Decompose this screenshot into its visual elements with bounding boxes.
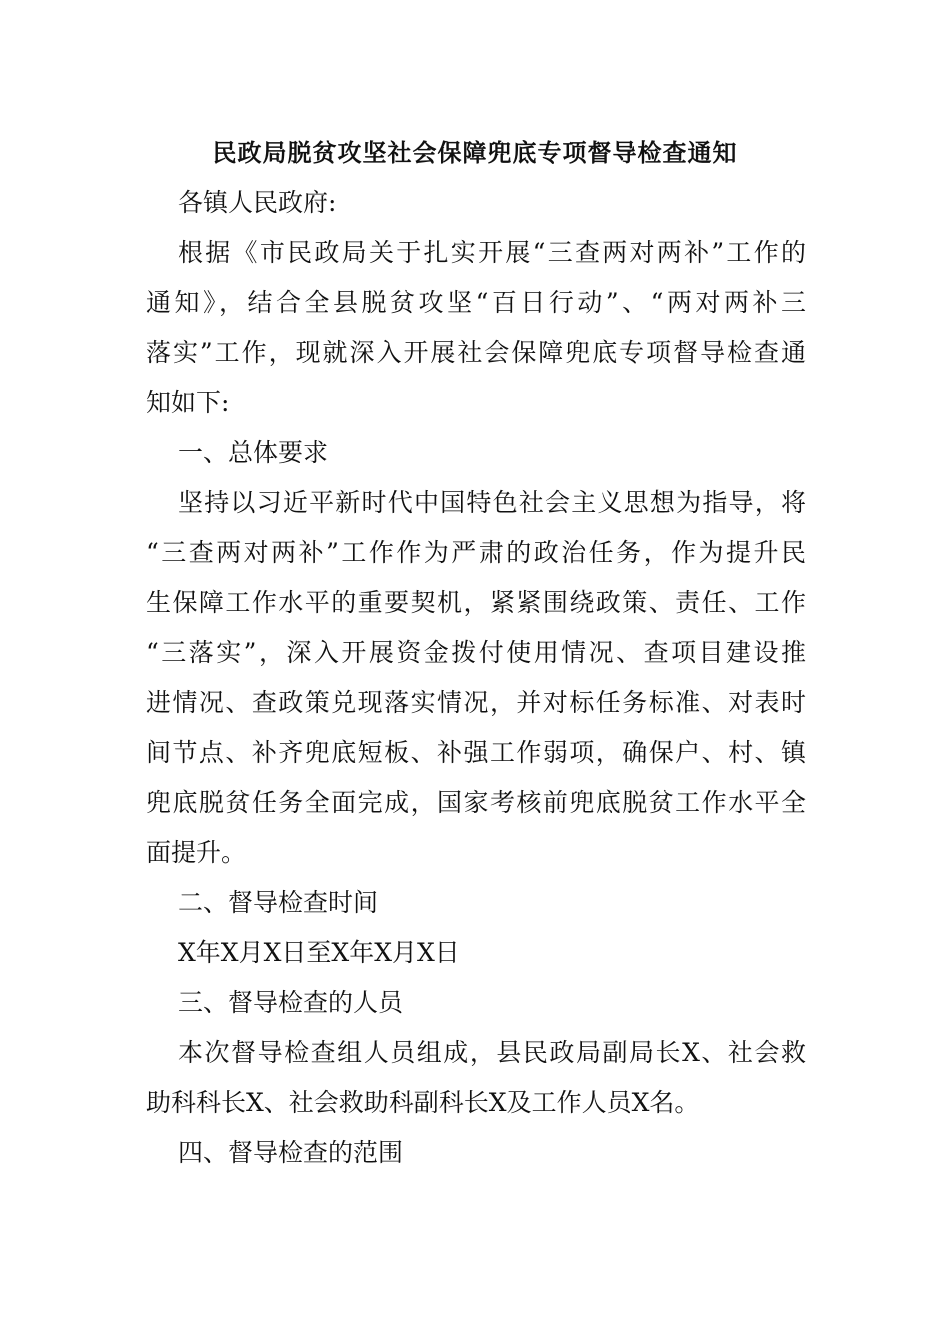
paragraph-line: “三落实”，深入开展资金拨付使用情况、查项目建设推 xyxy=(146,638,806,667)
paragraph-line: 间节点、补齐兜底短板、补强工作弱项，确保户、村、镇 xyxy=(146,738,806,767)
paragraph-line: 知如下: xyxy=(146,388,230,417)
paragraph-line: 通知》，结合全县脱贫攻坚“百日行动”、“两对两补三 xyxy=(146,288,806,317)
paragraph-line: 兜底脱贫任务全面完成，国家考核前兜底脱贫工作水平全 xyxy=(146,788,806,817)
section-heading: 四、督导检查的范围 xyxy=(178,1138,404,1167)
paragraph-line: 落实”工作，现就深入开展社会保障兜底专项督导检查通 xyxy=(146,338,806,367)
document-title: 民政局脱贫攻坚社会保障兜底专项督导检查通知 xyxy=(212,138,738,167)
paragraph-line: “三查两对两补”工作作为严肃的政治任务，作为提升民 xyxy=(146,538,806,567)
section-heading: 三、督导检查的人员 xyxy=(178,988,404,1017)
section-heading: 一、总体要求 xyxy=(178,438,329,467)
section-heading: 二、督导检查时间 xyxy=(178,888,379,917)
paragraph-line: 坚持以习近平新时代中国特色社会主义思想为指导，将 xyxy=(178,488,806,517)
paragraph-line: 根据《市民政局关于扎实开展“三查两对两补”工作的 xyxy=(178,238,806,267)
paragraph-line: 生保障工作水平的重要契机，紧紧围绕政策、责任、工作 xyxy=(146,588,806,617)
paragraph-line: X年X月X日至X年X月X日 xyxy=(178,938,460,967)
paragraph-line: 助科科长X、社会救助科副科长X及工作人员X名。 xyxy=(146,1088,700,1117)
paragraph-line: 面提升。 xyxy=(146,838,247,867)
paragraph-line: 本次督导检查组人员组成，县民政局副局长X、社会救 xyxy=(178,1038,806,1067)
salutation: 各镇人民政府: xyxy=(178,188,337,217)
paragraph-line: 进情况、查政策兑现落实情况，并对标任务标准、对表时 xyxy=(146,688,806,717)
